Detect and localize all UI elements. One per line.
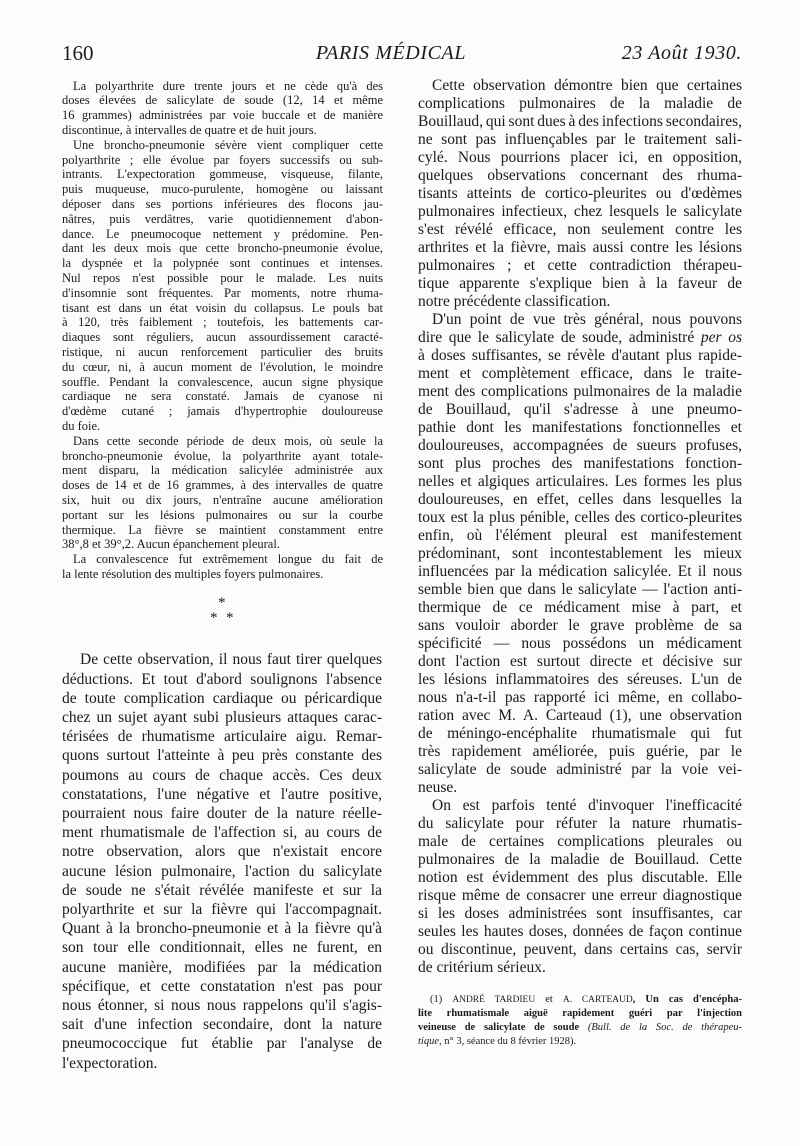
line-text: du salicylate pour réfuter la nature rhumatis- [418, 815, 742, 832]
text-line [62, 552, 383, 567]
text-line [62, 996, 382, 1015]
line-text: ment et complètement efficace, dans le traite- [418, 365, 742, 382]
text-line [418, 725, 742, 743]
text-line [418, 491, 742, 509]
line-text: Quant à la broncho-pneumonie et à la fièvre qu'à [62, 920, 382, 938]
text-line [418, 221, 742, 239]
paragraph [62, 434, 383, 552]
text-text: et [535, 994, 563, 1005]
line-text: De cette observation, il nous faut tirer quelques [80, 651, 382, 669]
text-line [62, 977, 382, 996]
text-line [418, 203, 742, 221]
line-text [418, 1008, 742, 1019]
text-line [62, 315, 383, 330]
line-text: influencées par la médication salicylée. Et il nous [418, 563, 742, 580]
paragraph [418, 311, 742, 797]
text-text: (1) [430, 994, 453, 1005]
text-line [62, 785, 382, 804]
text-line [62, 689, 382, 708]
italic-text: (Bull. de la Soc. de thérapeu- [587, 1022, 742, 1033]
bold-text: lite rhumatismale aiguë rapidement guéri par l'injection [418, 1008, 742, 1019]
line-text: nous étonner, si nous nous rappelons qu'il s'agis- [62, 997, 382, 1015]
left-column-discussion [62, 650, 382, 1072]
text-line [62, 842, 382, 861]
paragraph [62, 650, 382, 1072]
text-line [418, 167, 742, 185]
line-text: semble bien que dans le salicylate — l'action anti- [418, 581, 742, 598]
paragraph [62, 79, 383, 138]
line-text: déductions. Et tout d'abord soulignons l'absence [62, 670, 382, 688]
text-line [62, 241, 383, 256]
right-column-discussion [418, 77, 742, 977]
line-text: risque même de consacrer une erreur diagnostique [418, 887, 742, 904]
text-line [418, 993, 742, 1007]
line-text: s'est révélé efficace, non seulement contre les [418, 221, 742, 238]
line-text: si les doses administrées sont insuffisantes, car [418, 905, 742, 922]
line-text: Bouillaud, qui sont dues à des infections secondaires, [418, 113, 742, 130]
paragraph [418, 77, 742, 311]
text-line [62, 523, 383, 538]
line-text: intrants. L'expectoration gommeuse, visqueuse, filante, [62, 167, 383, 182]
caps-text: ANDRÉ TARDIEU [452, 995, 536, 1005]
line-text: pulmonaires de la maladie de Bouillaud. Cette [418, 851, 742, 868]
line-text: douloureuses, accompagnées de sueurs profuses, [418, 437, 742, 454]
text-line [62, 123, 383, 138]
text-line [418, 599, 742, 617]
line-text [418, 329, 742, 346]
text-text: dire que le salicylate de soude, administré [418, 329, 701, 346]
line-text: douloureuses, en effet, celles dans lesquelles la [418, 491, 742, 508]
line-text [418, 1036, 576, 1047]
line-text: cardiaque ne sera constaté. Jamais de cyanose ni [62, 389, 383, 404]
text-line [62, 650, 382, 669]
text-line [418, 95, 742, 113]
paragraph [418, 797, 742, 977]
line-text: très rapidement améliorée, puis guérie, par le [418, 743, 742, 760]
text-line [62, 449, 383, 464]
line-text: D'un point de vue très général, nous pouvons [432, 311, 742, 328]
line-text: puis muqueuse, muco-purulente, homogène ou laissant [62, 182, 383, 197]
line-text: pourraient nous faire douter de la nature réelle- [62, 805, 382, 823]
line-text: constatations, l'une négative et l'autre positive, [62, 785, 382, 803]
text-line [62, 108, 383, 123]
line-text: son tour elle conditionnait, elles ne furent, en [62, 939, 382, 957]
text-line [418, 869, 742, 887]
text-line [62, 670, 382, 689]
line-text: sont plus proches des manifestations fonction- [418, 455, 742, 472]
text-line [62, 766, 382, 785]
text-line [418, 401, 742, 419]
line-text: broncho-pneumonie évolue, la polyarthrite ayant totale- [62, 448, 383, 463]
line-text: notion est évidemment des plus discutable. Elle [418, 869, 742, 886]
line-text: d'insomnie sont fréquentes. Par moments, notre rhuma- [62, 285, 383, 300]
line-text: ou discontinue, peuvent, dans certains cas, servir [418, 941, 742, 958]
text-line [62, 256, 383, 271]
issue-date: 23 Août 1930. [621, 42, 742, 64]
text-line [62, 1015, 382, 1034]
text-line [418, 149, 742, 167]
line-text: la dyspnée et la polypnée sont continues et intenses. [62, 256, 383, 271]
line-text: six, huit ou dix jours, n'entraîne aucune amélioration [62, 492, 383, 507]
line-text: aucune lésion pulmonaire, l'action du salicylate [62, 862, 382, 880]
text-line [418, 1035, 742, 1049]
line-text: discontinue, à intervalles de quatre et de huit jours. [62, 122, 317, 137]
line-text: poumons au cours de chaque accès. Ces deux [62, 766, 382, 784]
line-text: polyarthrite ; elle évolue par foyers successifs ou sub- [62, 152, 383, 167]
line-text: spécifique, et cette constatation n'est pas pour [62, 977, 382, 995]
line-text: doses élevées de salicylate de soude (12, 14 et même [62, 93, 383, 108]
asterisk: * [226, 610, 234, 626]
line-text: thermique de ce médicament mise à part, et [418, 599, 742, 616]
line-text: polyarthrite et sur la fièvre qui l'accompagnait. [62, 901, 382, 919]
line-text: neuse. [418, 779, 458, 796]
text-line [62, 508, 383, 523]
line-text: de toute complication cardiaque ou péricardique [62, 689, 382, 707]
line-text: tique apparente s'explique bien à la faveur de [418, 275, 742, 292]
text-line [418, 905, 742, 923]
text-line [418, 419, 742, 437]
text-line [62, 360, 383, 375]
line-text: ration avec M. A. Carteaud (1), une observation [418, 707, 742, 724]
line-text: thermique. La fièvre se maintient constamment entre [62, 522, 383, 537]
text-line [62, 823, 382, 842]
text-line [418, 761, 742, 779]
text-line [62, 93, 383, 108]
paragraph [62, 552, 383, 582]
line-text: nous n'a-t-il pas rapporté ici même, en collabo- [418, 689, 742, 706]
text-line [62, 301, 383, 316]
text-line [62, 900, 382, 919]
text-line [418, 77, 742, 95]
line-text: aucune manière, modifiées par la médication [62, 958, 382, 976]
line-text: notre précédente classification. [418, 293, 611, 310]
text-line [418, 779, 742, 797]
line-text: sait d'une infection secondaire, dont la nature [62, 1016, 382, 1034]
line-text: La convalescence fut extrêmement longue du fait de [73, 552, 383, 567]
line-text: l'expectoration. [62, 1054, 158, 1072]
text-line [62, 708, 382, 727]
text-line [62, 197, 383, 212]
text-line [62, 463, 383, 478]
line-text [430, 994, 742, 1005]
text-line [62, 79, 383, 94]
line-text: Nul repos n'est possible pour le malade. Les nuits [62, 270, 383, 285]
line-text: déposer dans ses portions inférieures des flocons jau- [62, 196, 383, 211]
text-line [418, 365, 742, 383]
text-line [418, 833, 742, 851]
text-line [418, 239, 742, 257]
text-line [418, 347, 742, 365]
line-text: ne sont pas influençables par le traitement sali- [418, 131, 742, 148]
text-line [418, 311, 742, 329]
text-line [62, 958, 382, 977]
line-text: male de certaines complications pleurales ou [418, 833, 742, 850]
line-text: Dans cette seconde période de deux mois, où seule la [73, 433, 383, 448]
text-line [418, 689, 742, 707]
text-line [62, 153, 383, 168]
text-line [62, 330, 383, 345]
text-line [62, 1034, 382, 1053]
line-text: enfin, où l'élément pleural est manifestement [418, 527, 742, 544]
line-text: portant sur les lésions pulmonaires ou sur la courbe [62, 507, 383, 522]
line-text [418, 1022, 742, 1033]
asterisk: * [218, 595, 226, 611]
line-text: d'œdème cutané ; jamais d'hypertrophie douloureuse [62, 404, 383, 419]
text-line [418, 797, 742, 815]
line-text: les lésions inflammatoires des séreuses. L'un de [418, 671, 742, 688]
text-line [62, 746, 382, 765]
left-column-case-report [62, 79, 383, 582]
text-line [418, 329, 742, 347]
text-line [418, 1021, 742, 1035]
line-text: dance. Le pneumocoque nettement y prédomine. Pen- [62, 226, 383, 241]
text-line [62, 804, 382, 823]
text-line [62, 138, 383, 153]
line-text: quons surtout l'atteinte à peu près constante des [62, 747, 382, 765]
text-line [418, 851, 742, 869]
line-text: complications pulmonaires de la maladie de [418, 95, 742, 112]
text-line [62, 375, 383, 390]
text-line [62, 212, 383, 227]
caps-text: A. CARTEAUD [562, 995, 633, 1005]
line-text: pneumococcique fut établie par l'analyse de [62, 1035, 382, 1053]
italic-text: per os [700, 329, 742, 346]
line-text: à doses suffisantes, se révèle d'autant plus rapide- [418, 347, 742, 364]
line-text: 38°,8 et 39°,2. Aucun épanchement pleural. [62, 537, 280, 552]
text-line [418, 1007, 742, 1021]
text-line [418, 131, 742, 149]
line-text: de soude ne s'était révélée manifeste et sur la [62, 881, 382, 899]
text-line [418, 113, 742, 131]
line-text: cylé. Nous pourrions placer ici, en opposition, [418, 149, 742, 166]
text-line [418, 275, 742, 293]
text-line [418, 473, 742, 491]
journal-title: PARIS MÉDICAL [315, 42, 467, 64]
text-line [62, 727, 382, 746]
line-text: du cœur, ni, à aucun moment de l'évolution, le moindre [62, 359, 383, 374]
line-text: ment rhumatismale de l'affection si, au cours de [62, 824, 382, 842]
line-text: tisant est dans un état voisin du collapsus. Le pouls bat [62, 300, 383, 315]
text-line [418, 653, 742, 671]
text-line [418, 527, 742, 545]
line-text: doses de 14 et de 16 grammes, à des intervalles de quatre [62, 478, 383, 493]
bold-text: , Un cas d'encépha- [632, 994, 742, 1005]
text-line [418, 923, 742, 941]
line-text: chez un sujet ayant subi plusieurs attaques carac- [62, 709, 382, 726]
line-text: Une broncho-pneumonie sévère vient compliquer cette [73, 137, 383, 152]
paragraph [62, 138, 383, 434]
line-text: pulmonaires infectieux, chez lesquels le salicylate [418, 203, 742, 220]
text-line [418, 707, 742, 725]
text-line [62, 286, 383, 301]
line-text: quelques observations concernant des rhuma- [418, 167, 742, 184]
text-line [418, 581, 742, 599]
line-text: La polyarthrite dure trente jours et ne cède qu'à des [73, 78, 383, 93]
text-line [418, 617, 742, 635]
text-line [62, 493, 383, 508]
line-text: toux est la plus pénible, celles des cortico-pleurites [418, 509, 742, 526]
italic-text: tique [418, 1036, 439, 1047]
text-line [62, 537, 383, 552]
text-line [62, 419, 383, 434]
line-text: salicylate de soude administré par la voie vei- [418, 761, 742, 778]
text-line [418, 887, 742, 905]
asterism-separator [206, 594, 238, 626]
line-text: On est parfois tenté d'invoquer l'inefficacité [432, 797, 742, 814]
line-text: la lente résolution des multiples foyers pulmonaires. [62, 566, 324, 581]
text-line [418, 383, 742, 401]
text-line [62, 1054, 382, 1073]
text-line [62, 434, 383, 449]
text-line [62, 862, 382, 881]
line-text: nelles et algiques articulaires. Les formes les plus [418, 473, 742, 490]
line-text: spécificité — nous possédons un médicament [418, 635, 742, 652]
text-line [62, 389, 383, 404]
text-line [62, 227, 383, 242]
line-text: du foie. [62, 418, 101, 433]
text-line [418, 563, 742, 581]
line-text: de critérium sérieux. [418, 959, 546, 976]
text-line [62, 404, 383, 419]
footnote-text [418, 993, 742, 1049]
text-line [62, 271, 383, 286]
text-text: , n° 3, séance du 8 février 1928). [439, 1036, 577, 1047]
page-number: 160 [62, 41, 94, 65]
text-line [418, 293, 742, 311]
line-text: dant les deux mois que cette broncho-pneumonie évolue, [62, 241, 383, 256]
text-line [418, 185, 742, 203]
line-text: sans vouloir aborder le grave problème de sa [418, 617, 742, 634]
text-line [418, 437, 742, 455]
line-text: ment disparu, la médication salicylée administrée aux [62, 463, 383, 478]
line-text: prédominant, sont incontestablement les mieux [418, 545, 742, 562]
line-text: nâtres, puis verdâtres, varie quotidiennement d'abon- [62, 211, 383, 226]
text-line [418, 959, 742, 977]
text-line [418, 671, 742, 689]
text-line [62, 938, 382, 957]
line-text: tisants atteints de cortico-pleurites ou d'œdèmes [418, 185, 742, 202]
line-text: Cette observation démontre bien que certaines [432, 77, 742, 94]
text-line [418, 257, 742, 275]
text-line [418, 743, 742, 761]
line-text: seules les hautes doses, données de façon continue [418, 923, 742, 940]
line-text: dont l'action est surtout directe et décisive sur [418, 653, 742, 670]
line-text: ment des complications pulmonaires de la maladie [418, 383, 742, 400]
line-text: pathie dont les manifestations fonctionnelles et [418, 419, 742, 436]
text-line [62, 478, 383, 493]
asterisk: * [210, 610, 218, 626]
text-line [418, 941, 742, 959]
line-text: 16 grammes) administrées par voie buccale et de manière [62, 108, 383, 123]
text-line [62, 182, 383, 197]
line-text: arthrites et la fièvre, mais aussi contre les lésions [418, 239, 742, 256]
text-line [418, 635, 742, 653]
text-line [418, 455, 742, 473]
text-line [62, 881, 382, 900]
line-text: diaques sont réguliers, aucun assourdissement caracté- [62, 330, 383, 345]
text-line [418, 509, 742, 527]
line-text: pulmonaires ; et cette contradiction thérapeu- [418, 257, 742, 274]
line-text: notre observation, alors que n'existait encore [62, 843, 382, 861]
text-line [62, 567, 383, 582]
line-text: de méningo-encéphalite rhumatismale qui fut [418, 725, 742, 742]
line-text: ristique, ni aucun renforcement particulier des bruits [62, 344, 383, 359]
line-text: à 120, très faiblement ; toutefois, les battements car- [62, 315, 383, 330]
text-line [62, 919, 382, 938]
footnote [418, 993, 742, 1049]
text-line [62, 345, 383, 360]
bold-text: veineuse de salicylate de soude [418, 1022, 588, 1033]
line-text: térisées de rhumatisme articulaire aigu. Remar- [62, 728, 382, 746]
text-line [418, 545, 742, 563]
line-text: souffle. Pendant la convalescence, aucun signe physique [62, 374, 383, 389]
line-text: de Bouillaud, qu'il s'adresse à une pneumo- [418, 401, 742, 418]
text-line [62, 167, 383, 182]
text-line [418, 815, 742, 833]
